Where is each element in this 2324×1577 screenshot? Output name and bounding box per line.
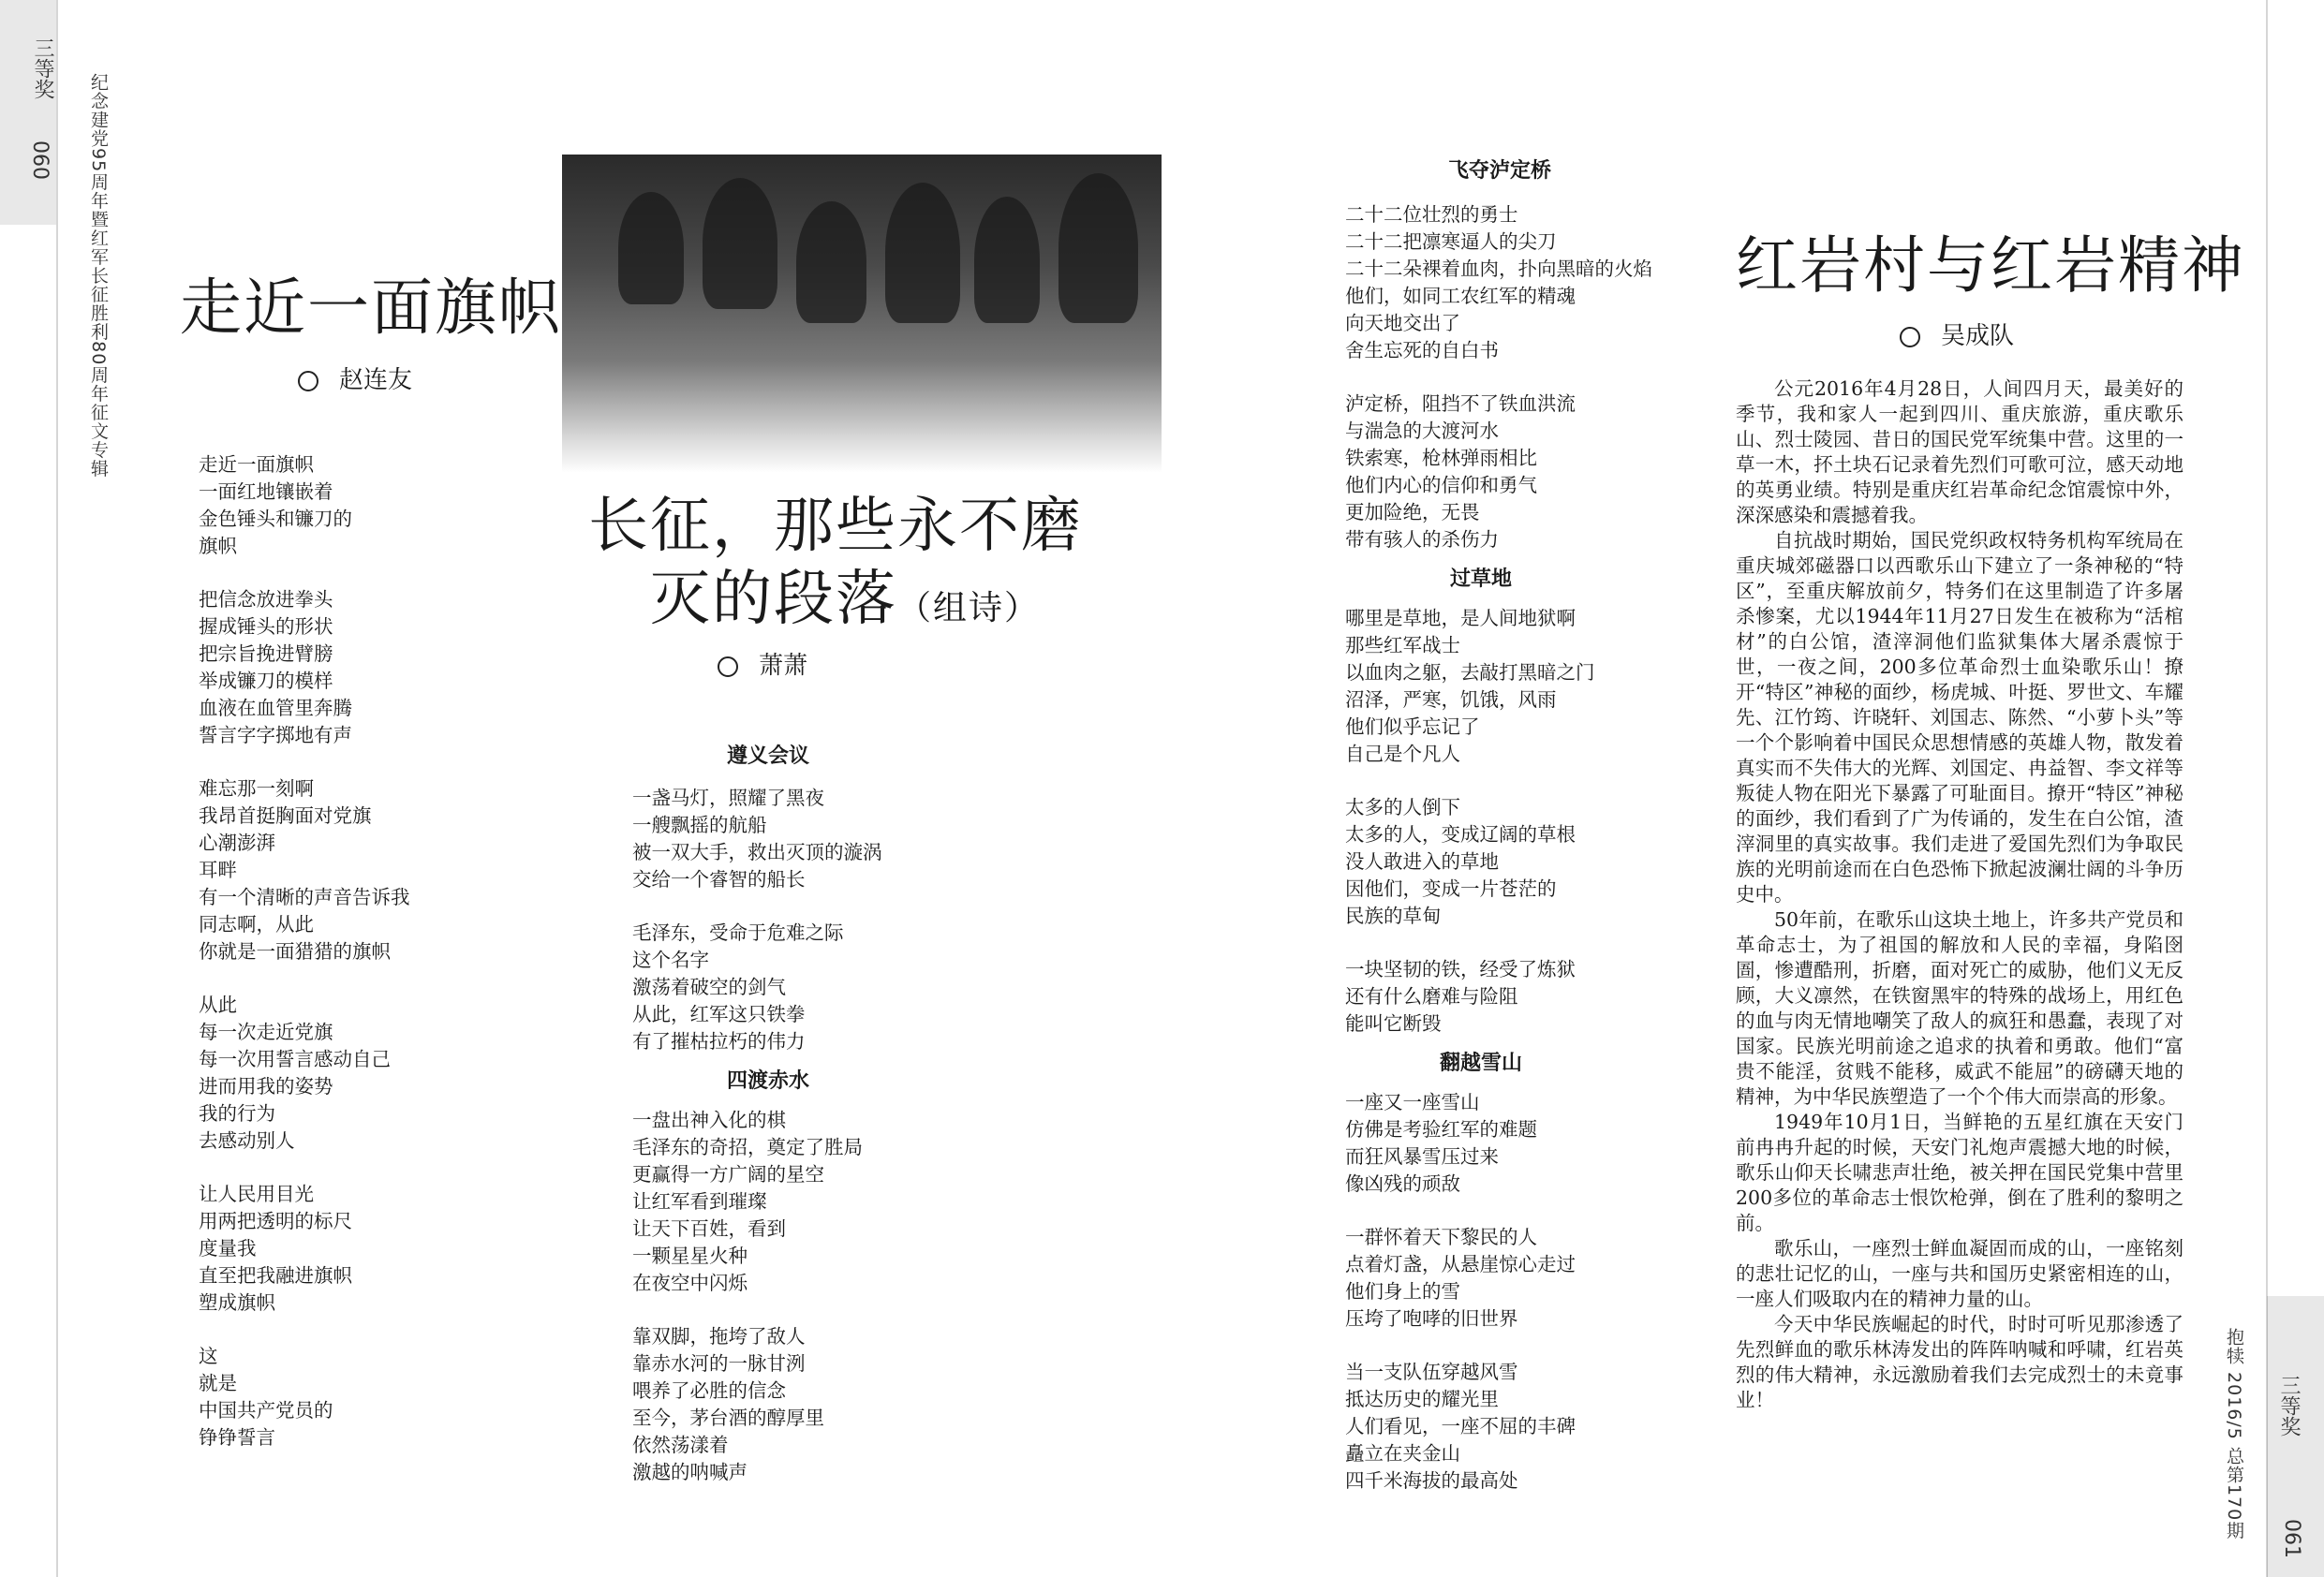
section-heading-caodi: 过草地 bbox=[1449, 567, 1512, 591]
stanza: 这 就是 中国共产党员的 铮铮誓言 bbox=[199, 1345, 333, 1449]
poem2-title-line1: 长征，那些永不磨 bbox=[588, 492, 1083, 561]
stanza: 一块坚韧的铁，经受了炼狱 还有什么磨难与险阻 能叫它断毁 bbox=[1345, 958, 1576, 1035]
stanza: 走近一面旗帜 一面红地镶嵌着 金色锤头和镰刀的 旗帜 bbox=[199, 453, 352, 557]
section-heading-zunyi: 遵义会议 bbox=[726, 744, 809, 768]
stanza: 当一支队伍穿越风雪 抵达历史的耀光里 人们看见，一座不屈的丰碑 矗立在夹金山 四千米海拔的最高处 bbox=[1345, 1361, 1576, 1492]
essay-paragraph: 歌乐山，一座烈士鲜血凝固而成的山，一座铭刻的悲壮记忆的山，一座与共和国历史紧密相连的山，一座人们吸取内在的精神力量的山。 bbox=[1736, 1237, 2183, 1310]
essay-paragraph: 1949年10月1日，当鲜艳的五星红旗在天安门前冉冉升起的时候，天安门礼炮声震撼大地的时候，歌乐山仰天长啸悲声壮绝，被关押在国民党集中营里200多位的革命志士恨饮枪弹，倒在了胜利的黎明之前。 bbox=[1736, 1111, 2183, 1234]
essay-title: 红岩村与红岩精神 bbox=[1736, 229, 2245, 302]
stanza: 毛泽东，受命于危难之际 这个名字 激荡着破空的剑气 从此，红军这只铁拳 有了摧枯拉朽的伟力 bbox=[632, 921, 844, 1053]
author-circle-icon bbox=[298, 371, 318, 391]
essay-paragraph: 今天中华民族崛起的时代，时时可听见那渗透了先烈鲜血的歌乐林涛发出的阵阵呐喊和呼啸，红岩英烈的伟大精神，永远激励着我们去完成烈士的未竟事业！ bbox=[1736, 1313, 2183, 1411]
right-running-title: 抱犊 2016/5 总第170期 bbox=[2224, 1327, 2244, 1540]
section-heading-luding: 飞夺泸定桥 bbox=[1447, 159, 1551, 183]
stanza: 一盘出神入化的棋 毛泽东的奇招，奠定了胜局 更赢得一方广阔的星空 让红军看到璀璨 让天下百姓，看到 一颗星星火种 在夜空中闪烁 bbox=[632, 1109, 863, 1294]
author-circle-icon bbox=[718, 656, 738, 677]
stanza: 让人民用目光 用两把透明的标尺 度量我 直至把我融进旗帜 塑成旗帜 bbox=[199, 1183, 352, 1314]
poem1-author-name: 赵连友 bbox=[339, 366, 413, 394]
stanza: 太多的人倒下 太多的人，变成辽阔的草根 没人敢进入的草地 因他们，变成一片苍茫的 民族的草甸 bbox=[1345, 796, 1576, 927]
essay-body bbox=[1736, 376, 2183, 1413]
essay-paragraph: 自抗战时期始，国民党织政权特务机构军统局在重庆城郊磁器口以西歌乐山下建立了一条神秘的“特区”，至重庆解放前夕，特务们在这里制造了许多屠杀惨案，尤以1944年11月27日发生在被称为“活棺材”的白公馆，渣滓洞他们监狱集体大屠杀震惊于世，一夜之间，200多位革命烈士血染歌乐山！撩开“特区”神秘的面纱，杨虎城、叶挺、罗世文、车耀先、江竹筠、许晓轩、刘国志、陈然、“小萝卜头”等一个个影响着中国民众思想情感的英雄人物，散发着真实而不失伟大的光辉、刘国定、冉益智、李文祥等叛徒人物在阳光下暴露了可耻面目。撩开“特区”神秘的面纱，我们看到了广为传诵的，发生在白公馆，渣滓洞里的真实故事。我们走进了爱国先烈们为争取民族的光明前途而在白色恐怖下掀起波澜壮阔的斗争历史中。 bbox=[1736, 529, 2183, 906]
stanza: 一群怀着天下黎民的人 点着灯盏，从悬崖惊心走过 他们身上的雪 压垮了咆哮的旧世界 bbox=[1345, 1226, 1576, 1330]
section-heading-xueshan: 翻越雪山 bbox=[1439, 1052, 1522, 1075]
stanza: 靠双脚，拖垮了敌人 靠赤水河的一脉甘洌 喂养了必胜的信念 至今，茅台酒的醇厚里 依然荡漾着 激越的呐喊声 bbox=[632, 1325, 824, 1483]
historical-photo bbox=[562, 155, 1162, 473]
poem1-author bbox=[298, 361, 412, 395]
left-page-number: 060 bbox=[28, 140, 52, 180]
poem2-title-suffix: （组诗） bbox=[897, 589, 1041, 627]
poem2-col-right bbox=[1345, 201, 1654, 1495]
stanza: 难忘那一刻啊 我昂首挺胸面对党旗 心潮澎湃 耳畔 有一个清晰的声音告诉我 同志啊，从此 你就是一面猎猎的旗帜 bbox=[199, 777, 410, 963]
stanza: 一座又一座雪山 仿佛是考验红军的难题 而狂风暴雪压过来 像凶残的顽敌 bbox=[1345, 1091, 1537, 1195]
poem2-title-line2 bbox=[650, 551, 1040, 637]
left-running-title: 纪念建党95周年暨红军长征胜利80周年征文专辑 bbox=[88, 73, 109, 479]
essay-paragraph: 公元2016年4月28日，人间四月天，最美好的季节，我和家人一起到四川、重庆旅游，重庆歌乐山、烈士陵园、昔日的国民党军统集中营。这里的一草一木，抔土块石记录着先烈们可歌可泣，感天动地的英勇业绩。特别是重庆红岩革命纪念馆震惊中外，深深感染和震撼着我。 bbox=[1736, 377, 2183, 526]
author-circle-icon bbox=[1900, 327, 1920, 347]
poem2-col-left bbox=[632, 785, 941, 1486]
essay-author-name: 吴成队 bbox=[1941, 322, 2015, 350]
poem1-title: 走近一面旗帜 bbox=[180, 272, 562, 344]
poem1-body bbox=[199, 451, 508, 1452]
right-award-label: 三等奖 bbox=[2277, 1375, 2301, 1437]
stanza: 哪里是草地，是人间地狱啊 那些红军战士 以血肉之躯，去敲打黑暗之门 沼泽，严寒，饥饿，风雨 他们似乎忘记了 自己是个凡人 bbox=[1345, 607, 1595, 765]
stanza: 把信念放进拳头 握成锤头的形状 把宗旨挽进臂膀 举成镰刀的模样 血液在血管里奔腾 誓言字字掷地有声 bbox=[199, 588, 352, 746]
essay-author bbox=[1900, 317, 2014, 351]
stanza: 二十二位壮烈的勇士 二十二把凛寒逼人的尖刀 二十二朵裸着血肉，扑向黑暗的火焰 他们，如同工农红军的精魂 向天地交出了 舍生忘死的自白书 bbox=[1345, 203, 1652, 361]
poem2-author bbox=[718, 646, 807, 681]
left-edge-tab bbox=[0, 0, 57, 225]
stanza: 泸定桥，阻挡不了铁血洪流 与湍急的大渡河水 铁索寒，枪林弹雨相比 他们内心的信仰和勇气 更加险绝，无畏 带有骇人的杀伤力 bbox=[1345, 392, 1576, 551]
right-page-number: 061 bbox=[2280, 1519, 2303, 1558]
left-edge-divider bbox=[56, 0, 58, 1577]
stanza: 从此 每一次走近党旗 每一次用誓言感动自己 进而用我的姿势 我的行为 去感动别人 bbox=[199, 994, 391, 1152]
section-heading-chishui: 四渡赤水 bbox=[726, 1069, 809, 1093]
essay-paragraph: 50年前，在歌乐山这块土地上，许多共产党员和革命志士，为了祖国的解放和人民的幸福，身陷囹圄，惨遭酷刑，折磨，面对死亡的威胁，他们义无反顾，大义凛然，在铁窗黑牢的特殊的战场上，用红色的血与肉无情地嘲笑了敌人的疯狂和愚蠢，表现了对国家。民族光明前途之追求的执着和勇敢。他们“富贵不能淫，贫贱不能移，威武不能屈”的磅礴天地的精神，为中华民族塑造了一个个伟大而崇高的形象。 bbox=[1736, 908, 2183, 1108]
poem2-author-name: 萧萧 bbox=[759, 652, 808, 680]
poem2-title-text: 灭的段落 bbox=[650, 565, 897, 634]
stanza: 一盏马灯，照耀了黑夜 一艘飘摇的航船 被一双大手，救出灭顶的漩涡 交给一个睿智的船长 bbox=[632, 787, 882, 891]
left-award-label: 三等奖 bbox=[31, 37, 54, 99]
